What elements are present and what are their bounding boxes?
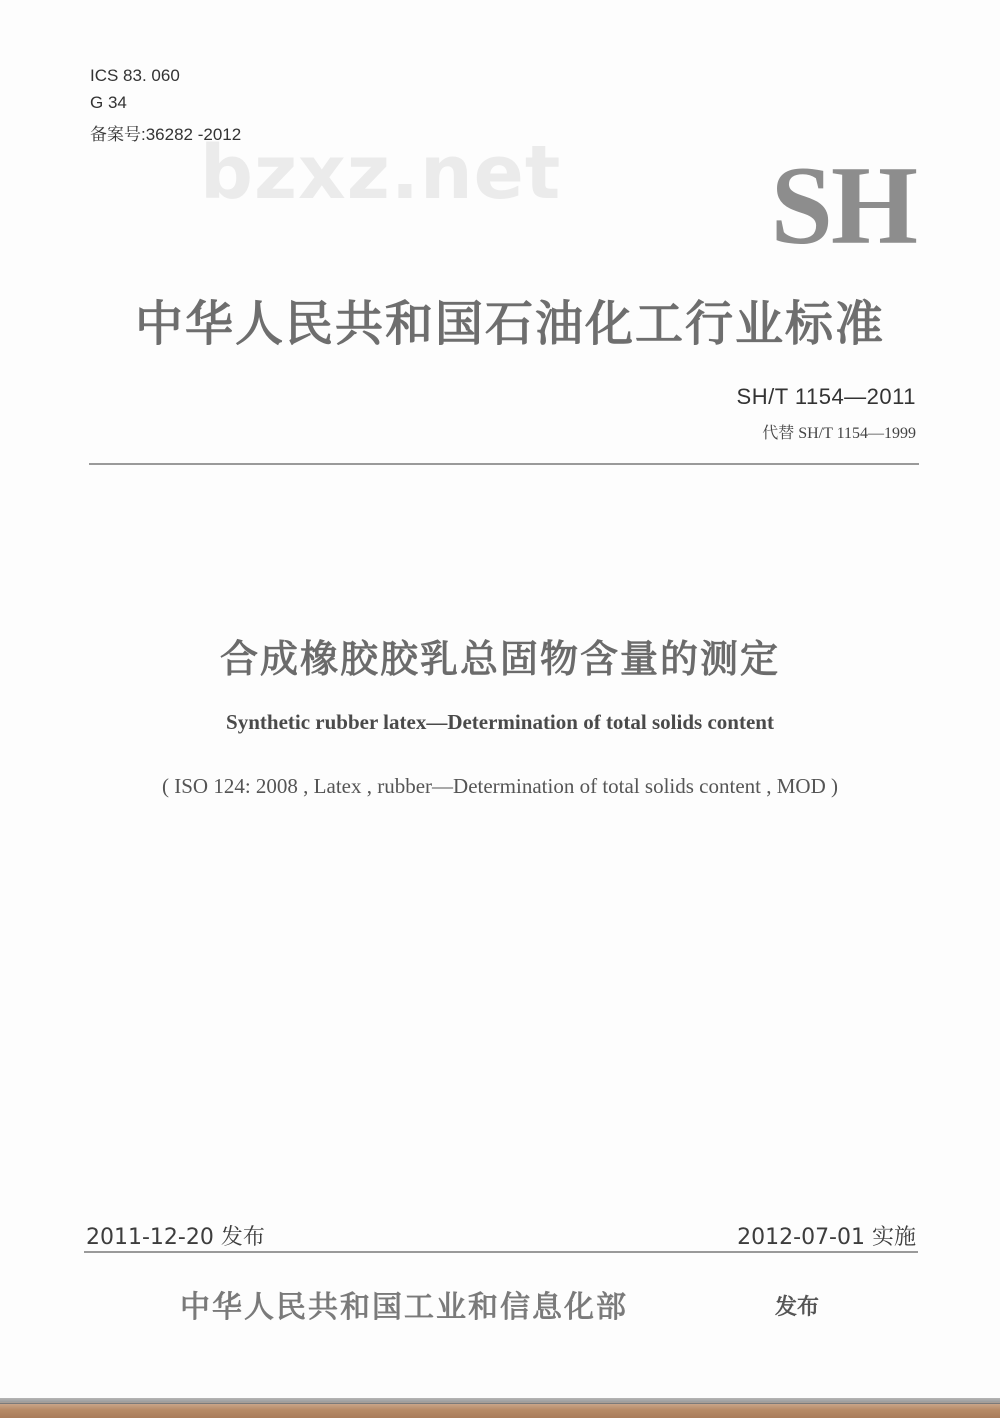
title-chinese: 合成橡胶胶乳总固物含量的测定	[219, 637, 780, 681]
issuing-authority: 中华人民共和国工业和信息化部	[180, 1290, 628, 1325]
bottom-divider	[84, 1251, 918, 1253]
top-divider	[89, 463, 919, 465]
implementation-date: 2012-07-01 实施	[737, 1225, 916, 1250]
sh-logo: SH	[770, 144, 916, 268]
page-edge-strip	[0, 1398, 1000, 1418]
issued-label: 发布	[775, 1295, 820, 1320]
issue-date: 2011-12-20 发布	[86, 1225, 265, 1250]
standard-number: SH/T 1154—2011	[736, 384, 916, 409]
ics-code: ICS 83. 060	[90, 66, 180, 85]
issuer-title: 中华人民共和国石油化工行业标准	[134, 296, 885, 352]
record-number: 备案号:36282 -2012	[90, 125, 242, 144]
ccs-code: G 34	[90, 93, 127, 112]
iso-reference: ( ISO 124: 2008 , Latex , rubber—Determination of total solids content , MOD )	[162, 774, 838, 798]
replaces-standard: 代替 SH/T 1154—1999	[762, 425, 916, 442]
watermark: bzxz.net	[200, 130, 562, 216]
title-english: Synthetic rubber latex—Determination of total solids content	[226, 710, 774, 734]
